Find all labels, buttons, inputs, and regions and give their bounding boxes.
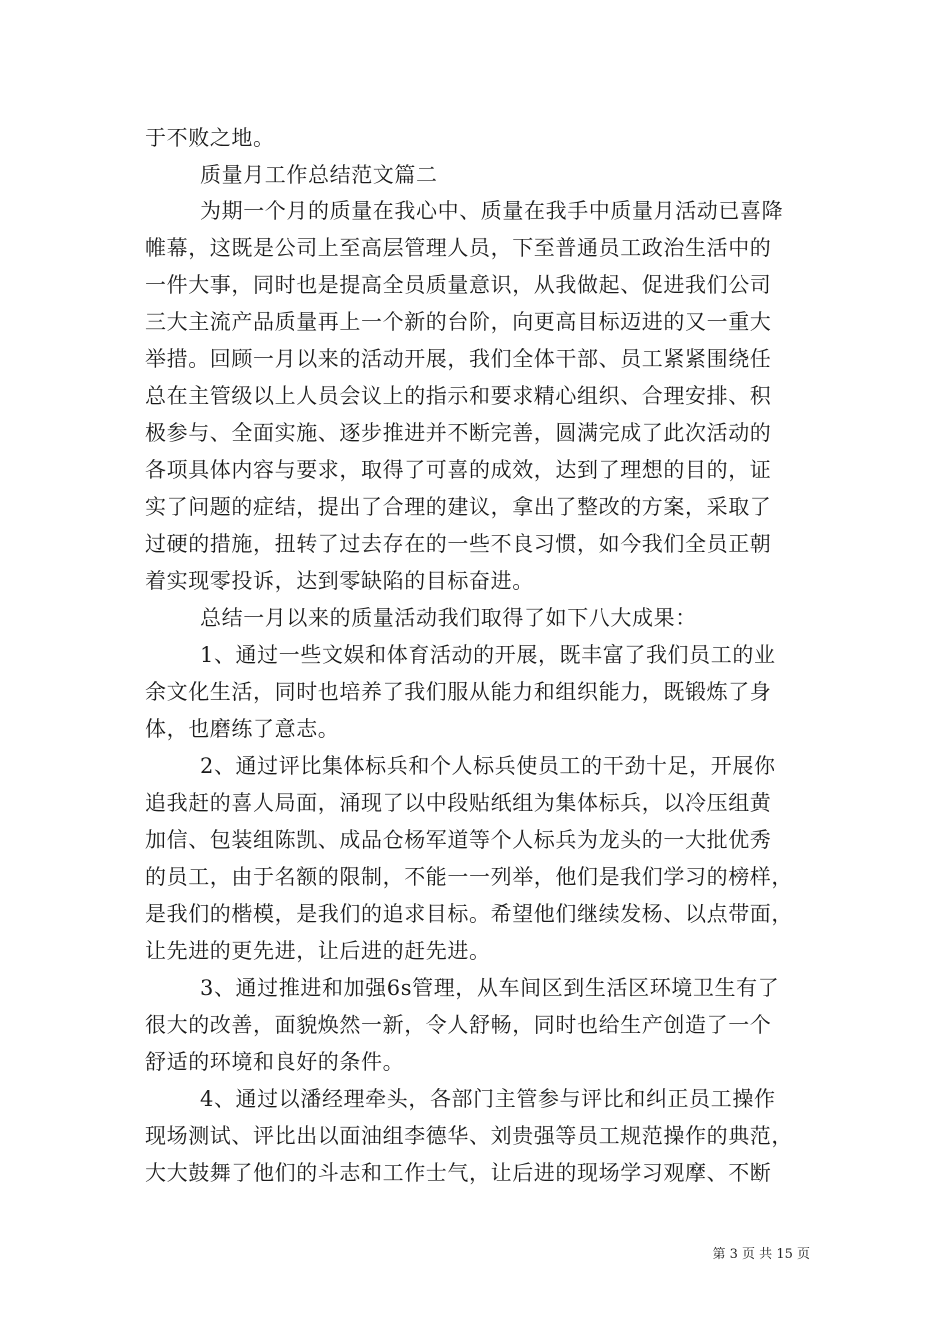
body-line: 总在主管级以上人员会议上的指示和要求精心组织、合理安排、积 xyxy=(145,384,772,408)
paragraph-first-line: 为期一个月的质量在我心中、质量在我手中质量月活动已喜降 xyxy=(200,199,784,223)
page-number: 第 3 页 共 15 页 xyxy=(712,1247,810,1262)
body-line: 大大鼓舞了他们的斗志和工作士气，让后进的现场学习观摩、不断 xyxy=(145,1161,772,1185)
body-line: 舒适的环境和良好的条件。 xyxy=(145,1050,405,1074)
body-line: 很大的改善，面貌焕然一新，令人舒畅，同时也给生产创造了一个 xyxy=(145,1013,772,1037)
body-line: 让先进的更先进，让后进的赶先进。 xyxy=(145,939,491,963)
body-line: 实了问题的症结，提出了合理的建议，拿出了整改的方案，采取了 xyxy=(145,495,772,519)
list-item-4-line: 4、通过以潘经理牵头，各部门主管参与评比和纠正员工操作 xyxy=(200,1087,776,1111)
body-line: 帷幕，这既是公司上至高层管理人员，下至普通员工政治生活中的 xyxy=(145,236,772,260)
paragraph-first-line: 总结一月以来的质量活动我们取得了如下八大成果： xyxy=(200,606,697,630)
list-item-1-line: 1、通过一些文娱和体育活动的开展，既丰富了我们员工的业 xyxy=(200,643,776,667)
section-heading: 质量月工作总结范文篇二 xyxy=(200,163,438,187)
body-line: 体，也磨练了意志。 xyxy=(145,717,340,741)
body-line: 是我们的楷模，是我们的追求目标。希望他们继续发杨、以点带面， xyxy=(145,902,793,926)
list-item-3-line: 3、通过推进和加强6s管理，从车间区到生活区环境卫生有了 xyxy=(200,976,780,1000)
list-item-2-line: 2、通过评比集体标兵和个人标兵使员工的干劲十足，开展你 xyxy=(200,754,776,778)
body-line: 现场测试、评比出以面油组李德华、刘贵强等员工规范操作的典范， xyxy=(145,1124,793,1148)
body-line: 各项具体内容与要求，取得了可喜的成效，达到了理想的目的，证 xyxy=(145,458,772,482)
body-line: 追我赶的喜人局面，涌现了以中段贴纸组为集体标兵，以冷压组黄 xyxy=(145,791,772,815)
body-line: 极参与、全面实施、逐步推进并不断完善，圆满完成了此次活动的 xyxy=(145,421,772,445)
body-line: 余文化生活，同时也培养了我们服从能力和组织能力，既锻炼了身 xyxy=(145,680,772,704)
body-line: 过硬的措施，扭转了过去存在的一些不良习惯，如今我们全员正朝 xyxy=(145,532,772,556)
body-line: 于不败之地。 xyxy=(145,126,275,150)
body-line: 一件大事，同时也是提高全员质量意识，从我做起、促进我们公司 xyxy=(145,273,772,297)
body-line: 的员工，由于名额的限制，不能一一列举，他们是我们学习的榜样， xyxy=(145,865,793,889)
body-line: 着实现零投诉，达到零缺陷的目标奋进。 xyxy=(145,569,534,593)
body-line: 举措。回顾一月以来的活动开展，我们全体干部、员工紧紧围绕任 xyxy=(145,347,772,371)
body-line: 三大主流产品质量再上一个新的台阶，向更高目标迈进的又一重大 xyxy=(145,310,772,334)
body-line: 加信、包装组陈凯、成品仓杨军道等个人标兵为龙头的一大批优秀 xyxy=(145,828,772,852)
